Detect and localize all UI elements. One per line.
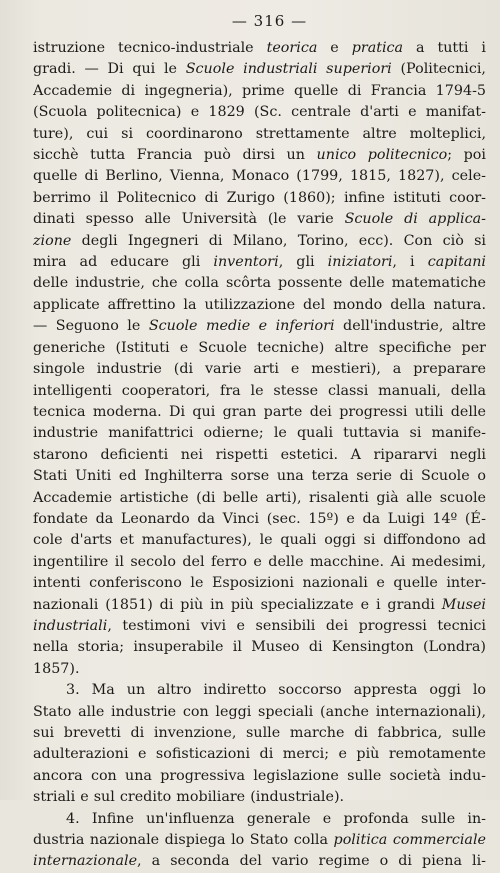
text-line bbox=[33, 723, 486, 744]
text-run: cole d'arts et manufactures), le quali oggi si diffondono ad bbox=[33, 532, 486, 549]
text-line bbox=[33, 595, 486, 616]
text-run: tecnica moderna. Di qui gran parte dei progressi utili delle bbox=[33, 403, 486, 420]
text-line bbox=[33, 231, 486, 252]
text-line bbox=[33, 552, 486, 573]
text-run: — Seguono le bbox=[33, 318, 149, 335]
text-run: mira ad educare gli bbox=[33, 254, 214, 271]
text-line bbox=[33, 466, 486, 487]
italic-text-run: politica commerciale bbox=[333, 832, 486, 849]
italic-text-run: teorica bbox=[266, 40, 318, 56]
text-run: dinati spesso alle Università (le varie bbox=[33, 211, 345, 228]
italic-text-run: Scuole medie e inferiori bbox=[148, 318, 335, 335]
text-run: 3. Ma un altro indiretto soccorso appresta oggi lo bbox=[66, 682, 486, 699]
text-line bbox=[33, 381, 486, 402]
text-line bbox=[33, 59, 486, 80]
text-run: 4. Infine un'influenza generale e profonda sulle in- bbox=[66, 810, 486, 827]
text-run: , a seconda del vario regime o di piena li- bbox=[137, 853, 486, 870]
text-run: dell'industrie, altre bbox=[334, 318, 486, 335]
text-line bbox=[33, 38, 486, 59]
text-run: ture), cui si coordinarono strettamente altre molteplici, bbox=[33, 125, 486, 142]
text-line bbox=[33, 273, 486, 294]
text-line bbox=[33, 81, 486, 102]
text-line bbox=[33, 188, 486, 209]
text-line bbox=[33, 316, 486, 337]
text-line bbox=[33, 166, 486, 187]
text-line bbox=[33, 488, 486, 509]
text-line bbox=[33, 338, 486, 359]
text-run: istruzione tecnico-industriale bbox=[33, 40, 267, 56]
text-line bbox=[33, 252, 486, 273]
text-run: fondate da Leonardo da Vinci (sec. 15º) e da Luigi 14º (É- bbox=[33, 510, 486, 527]
italic-text-run: industriali bbox=[33, 617, 108, 634]
text-line bbox=[33, 509, 486, 530]
text-line bbox=[33, 209, 486, 230]
text-run: ; poi bbox=[447, 147, 486, 164]
text-line bbox=[33, 530, 486, 551]
text-line bbox=[33, 145, 486, 166]
text-run: nazionali (1851) di più in più specializzate e i grandi bbox=[33, 596, 442, 613]
text-run: , testimoni vivi e sensibili dei progressi tecnici bbox=[107, 617, 486, 634]
body-text bbox=[33, 38, 486, 873]
text-run: e bbox=[317, 40, 352, 56]
italic-text-run: unico politecnico bbox=[316, 147, 448, 164]
text-run: , gli bbox=[278, 254, 328, 271]
text-line bbox=[33, 787, 486, 808]
text-line bbox=[33, 445, 486, 466]
text-run: ingentilire il secolo del ferro e delle macchine. Ai medesimi, bbox=[33, 553, 486, 570]
text-run: generiche (Istituti e Scuole tecniche) altre specifiche per bbox=[33, 339, 486, 356]
text-line bbox=[33, 359, 486, 380]
text-run: starono deficienti nei rispetti estetici. A ripararvi negli bbox=[33, 446, 486, 463]
text-line bbox=[33, 830, 486, 851]
text-run: intelligenti cooperatori, fra le stesse classi manuali, della bbox=[33, 382, 486, 399]
italic-text-run: inventori bbox=[213, 254, 279, 271]
text-run: quelle di Berlino, Vienna, Monaco (1799, 1815, 1827), cele- bbox=[33, 168, 486, 185]
text-run: a tutti i bbox=[403, 40, 486, 56]
text-run: berrimo il Politecnico di Zurigo (1860); infine istituti coor- bbox=[33, 189, 486, 206]
text-run: Accademie artistiche (di belle arti), risalenti già alle scuole bbox=[33, 489, 486, 506]
italic-text-run: Scuole di applica- bbox=[344, 211, 486, 228]
text-line bbox=[33, 659, 486, 680]
text-run: Stati Uniti ed Inghilterra sorse una terza serie di Scuole o bbox=[33, 468, 486, 485]
text-line bbox=[33, 809, 486, 830]
italic-text-run: Scuole industriali superiori bbox=[185, 61, 392, 78]
text-run: intenti conferiscono le Esposizioni nazionali e quelle inter- bbox=[33, 575, 486, 592]
text-run: striali e sul credito mobiliare (industriale). bbox=[33, 789, 345, 806]
text-line bbox=[33, 124, 486, 145]
text-run: nella storia; insuperabile il Museo di Kensington (Londra) bbox=[33, 639, 486, 656]
text-line bbox=[33, 637, 486, 658]
text-run: (Politecnici, bbox=[391, 61, 486, 78]
text-run: ancora con una progressiva legislazione sulle società indu- bbox=[33, 767, 486, 784]
text-run: Accademie di ingegneria), prime quelle di Francia 1794-5 bbox=[33, 82, 486, 99]
text-run: , i bbox=[392, 254, 428, 271]
text-line bbox=[33, 766, 486, 787]
text-run: singole industrie (di varie arti e mestieri), a preparare bbox=[33, 361, 486, 378]
text-line bbox=[33, 680, 486, 701]
text-run: degli Ingegneri di Milano, Torino, ecc). Con ciò si bbox=[71, 232, 486, 249]
text-run: adulterazioni e sofisticazioni di merci; e più remotamente bbox=[33, 746, 486, 763]
text-line bbox=[33, 616, 486, 637]
text-line bbox=[33, 295, 486, 316]
text-line bbox=[33, 851, 486, 872]
text-run: (Scuola politecnica) e 1829 (Sc. centrale d'arti e manifat- bbox=[33, 104, 486, 121]
italic-text-run: zione bbox=[33, 232, 72, 249]
text-run: delle industrie, che colla scôrta possente delle matematiche bbox=[33, 275, 486, 292]
italic-text-run: Musei bbox=[441, 596, 486, 613]
page-number: — 316 — bbox=[231, 12, 308, 30]
text-line bbox=[33, 102, 486, 123]
text-line bbox=[33, 402, 486, 423]
text-run: gradi. — Di qui le bbox=[33, 61, 186, 78]
italic-text-run: capitani bbox=[427, 254, 486, 271]
text-run: industrie manifattrici odierne; le quali tuttavia si manife- bbox=[33, 425, 486, 442]
text-run: sui brevetti di invenzione, sulle marche di fabbrica, sulle bbox=[33, 725, 486, 741]
text-line bbox=[33, 744, 486, 765]
text-run: 1857). bbox=[33, 660, 80, 677]
text-run: sicchè tutta Francia può dirsi un bbox=[33, 147, 317, 164]
text-line bbox=[33, 573, 486, 594]
text-line bbox=[33, 702, 486, 723]
text-line bbox=[33, 423, 486, 444]
italic-text-run: iniziatori bbox=[327, 254, 393, 271]
text-run: dustria nazionale dispiega lo Stato colla bbox=[33, 832, 334, 849]
text-run: applicate affrettino la utilizzazione del mondo della natura. bbox=[33, 296, 486, 313]
italic-text-run: internazionale bbox=[33, 853, 138, 870]
italic-text-run: pratica bbox=[351, 40, 404, 56]
text-run: Stato alle industrie con leggi speciali (anche internazionali), bbox=[33, 703, 486, 720]
